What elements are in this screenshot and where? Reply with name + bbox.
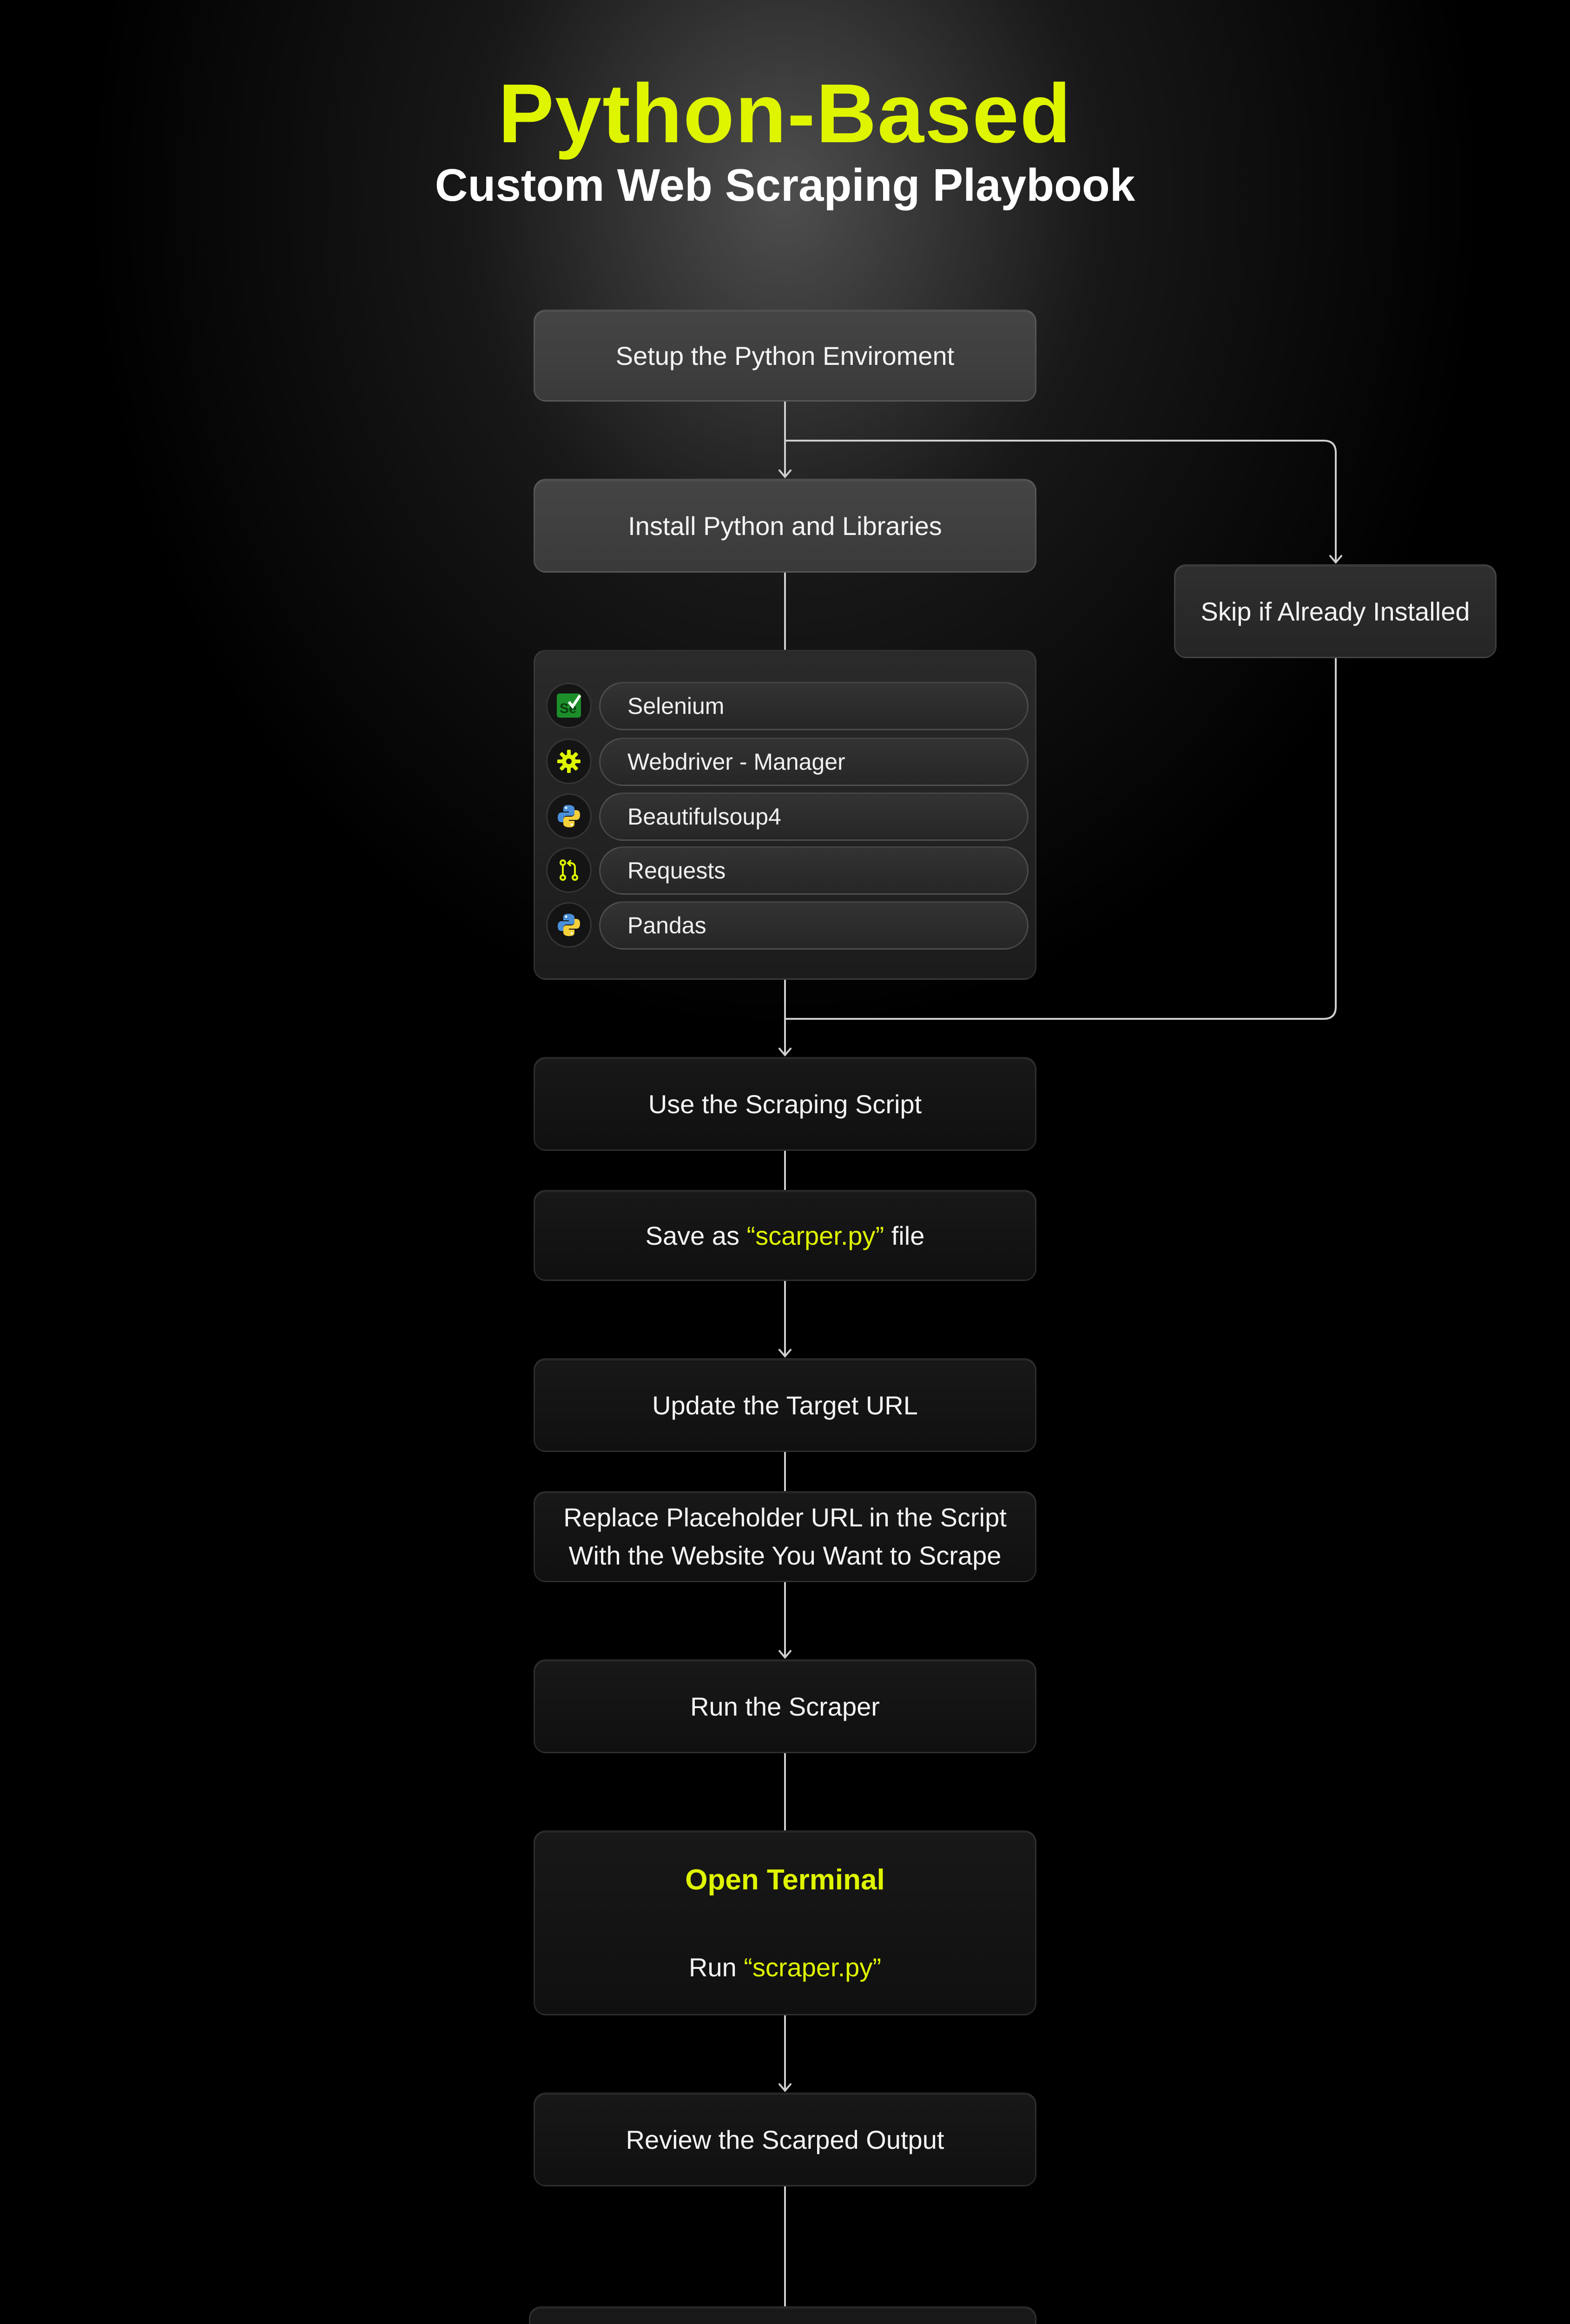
- library-item: [541, 901, 1031, 950]
- run-file-label: Run “scraper.py”: [689, 1953, 881, 1982]
- library-item: [541, 738, 1031, 786]
- step-replace-url-line1: Replace Placeholder URL in the Script: [563, 1503, 1007, 1532]
- step-use-script-label: Use the Scraping Script: [648, 1089, 922, 1119]
- library-label: Beautifulsoup4: [599, 792, 1029, 841]
- step-install-label: Install Python and Libraries: [628, 511, 942, 541]
- selenium-icon: [546, 683, 592, 728]
- page-subtitle: Custom Web Scraping Playbook: [435, 159, 1135, 211]
- library-label: Requests: [599, 846, 1029, 895]
- filename-highlight: “scarper.py”: [746, 1221, 884, 1250]
- library-item: [541, 682, 1031, 730]
- step-update-url: [534, 1358, 1036, 1452]
- library-list: [534, 650, 1036, 980]
- step-skip-label: Skip if Already Installed: [1201, 596, 1470, 626]
- svg-text:Se: Se: [560, 701, 577, 716]
- library-label: Webdriver - Manager: [599, 738, 1029, 786]
- step-review-output-label: Review the Scarped Output: [626, 2125, 944, 2154]
- page-title: Python-Based: [498, 67, 1072, 160]
- step-save-file: [534, 1190, 1036, 1281]
- library-label: Selenium: [599, 682, 1029, 730]
- step-setup: [534, 310, 1036, 402]
- step-open-terminal: [534, 1830, 1036, 2015]
- python-icon: [546, 793, 592, 839]
- filename-highlight: “scraper.py”: [744, 1953, 881, 1982]
- step-replace-url-line2: With the Website You Want to Scrape: [568, 1541, 1002, 1570]
- open-terminal-heading: Open Terminal: [685, 1864, 885, 1896]
- library-label: Pandas: [599, 901, 1029, 950]
- step-update-url-label: Update the Target URL: [652, 1390, 918, 1420]
- step-use-script: [534, 1057, 1036, 1151]
- step-review-output: [534, 2093, 1036, 2186]
- step-replace-url: [534, 1491, 1036, 1582]
- step-skip: [1174, 564, 1497, 658]
- step-setup-label: Setup the Python Enviroment: [615, 341, 955, 370]
- python-icon: [546, 902, 592, 948]
- gear-icon: [546, 739, 592, 784]
- library-item: [541, 846, 1031, 895]
- git-pull-request-icon: [546, 847, 592, 893]
- step-run-scraper-label: Run the Scraper: [690, 1691, 880, 1721]
- step-save-file-label: Save as “scarper.py” file: [645, 1221, 925, 1250]
- step-install: [534, 479, 1036, 573]
- step-run-scraper: [534, 1659, 1036, 1753]
- library-item: [541, 792, 1031, 841]
- step-open-output: [529, 2306, 1036, 2324]
